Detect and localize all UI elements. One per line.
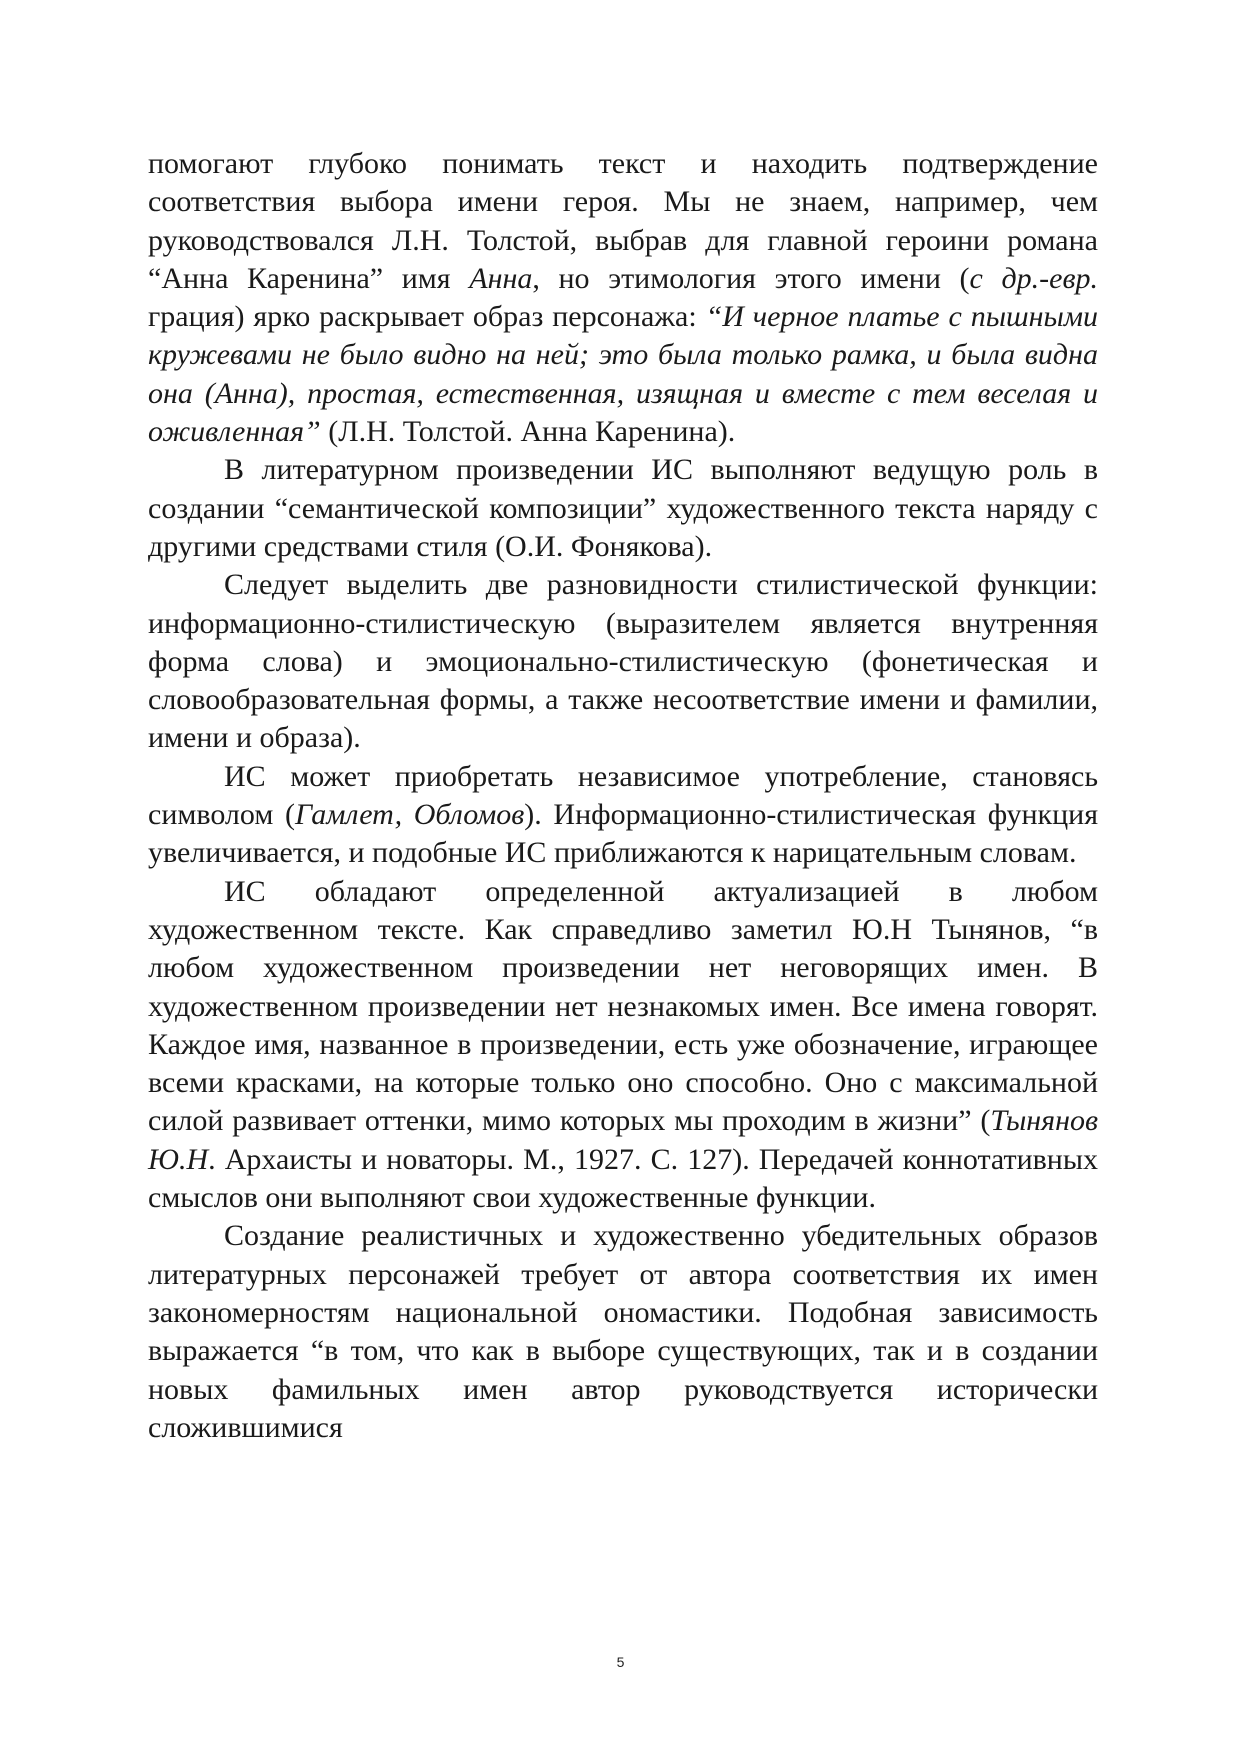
text-run: помогают глубоко понимать текст и находить подтверждение соответствия выбора имени героя. Мы не знаем, например, чем руководствовался Л.Н. Толстой, выбрав для главной героини романа “Анна Каренина” имя <box>148 147 1098 295</box>
text-run: Следует выделить две разновидности стилистической функции: информационно-стилистическую (выразителем является внутренняя форма слова) и эмоционально-стилистическую (фонетическая и словообразовательная формы, а также несоответствие имени и фамилии, имени и образа). <box>148 568 1098 755</box>
text-run: ). Информационно-стилистическая функция увеличивается, и подобные ИС приближаются к нарицательным словам. <box>148 798 1099 870</box>
text-run: (Л.Н. Толстой. Анна Каренина). <box>320 415 736 449</box>
text-run: В литературном произведении ИС выполняют ведущую роль в создании “семантической композиции” художественного текста наряду с другими средствами стиля (О.И. Фонякова). <box>148 453 1098 563</box>
text-run: . Архаисты и новаторы. М., 1927. С. 127). Передачей коннотативных смыслов они выполняют свои художественные функции. <box>148 1142 1098 1215</box>
paragraph-5 <box>148 873 1098 1218</box>
paragraph-2 <box>148 451 1098 566</box>
italic-run: с др.-евр. <box>969 261 1098 295</box>
text-run: , но этимология этого имени ( <box>532 261 970 295</box>
paragraph-1 <box>148 145 1098 451</box>
text-run: ИС обладают определенной актуализацией в любом художественном тексте. Как справедливо заметил Ю.Н Тынянов, “в любом художественном произведении нет неговорящих имен. В художественном произведении нет незнакомых имен. Все имена говорят. Каждое имя, названное в произведении, есть уже обозначение, играющее всеми красками, на которые только оно способно. Оно с максимальной силой развивает оттенки, мимо которых мы проходим в жизни” ( <box>148 874 1098 1138</box>
text-run: ИС может приобретать независимое употребление, становясь символом ( <box>148 759 1098 832</box>
italic-run: Тынянов Ю.Н <box>148 1104 1098 1176</box>
italic-quote: “И черное платье с пышными кружевами не было видно на ней; это была только рамка, и была видна она (Анна), простая, естественная, изящная и вместе с тем веселая и оживленная” <box>148 300 1098 449</box>
text-run: Создание реалистичных и художественно убедительных образов литературных персонажей требует от автора соответствия их имен закономерностям национальной ономастики. Подобная зависимость выражается “в том, что как в выборе существующих, так и в создании новых фамильных имен автор руководствуется исторически сложившимися <box>148 1219 1098 1444</box>
paragraph-3 <box>148 566 1098 757</box>
paragraph-6 <box>148 1217 1098 1447</box>
text-run: грация) ярко раскрывает образ персонажа: <box>148 300 706 334</box>
italic-run: Гамлет, Обломов <box>294 798 525 832</box>
page-number: 5 <box>616 1654 625 1670</box>
paragraph-4 <box>148 758 1098 873</box>
italic-run: Анна <box>469 261 533 295</box>
body-text <box>148 145 1098 1447</box>
